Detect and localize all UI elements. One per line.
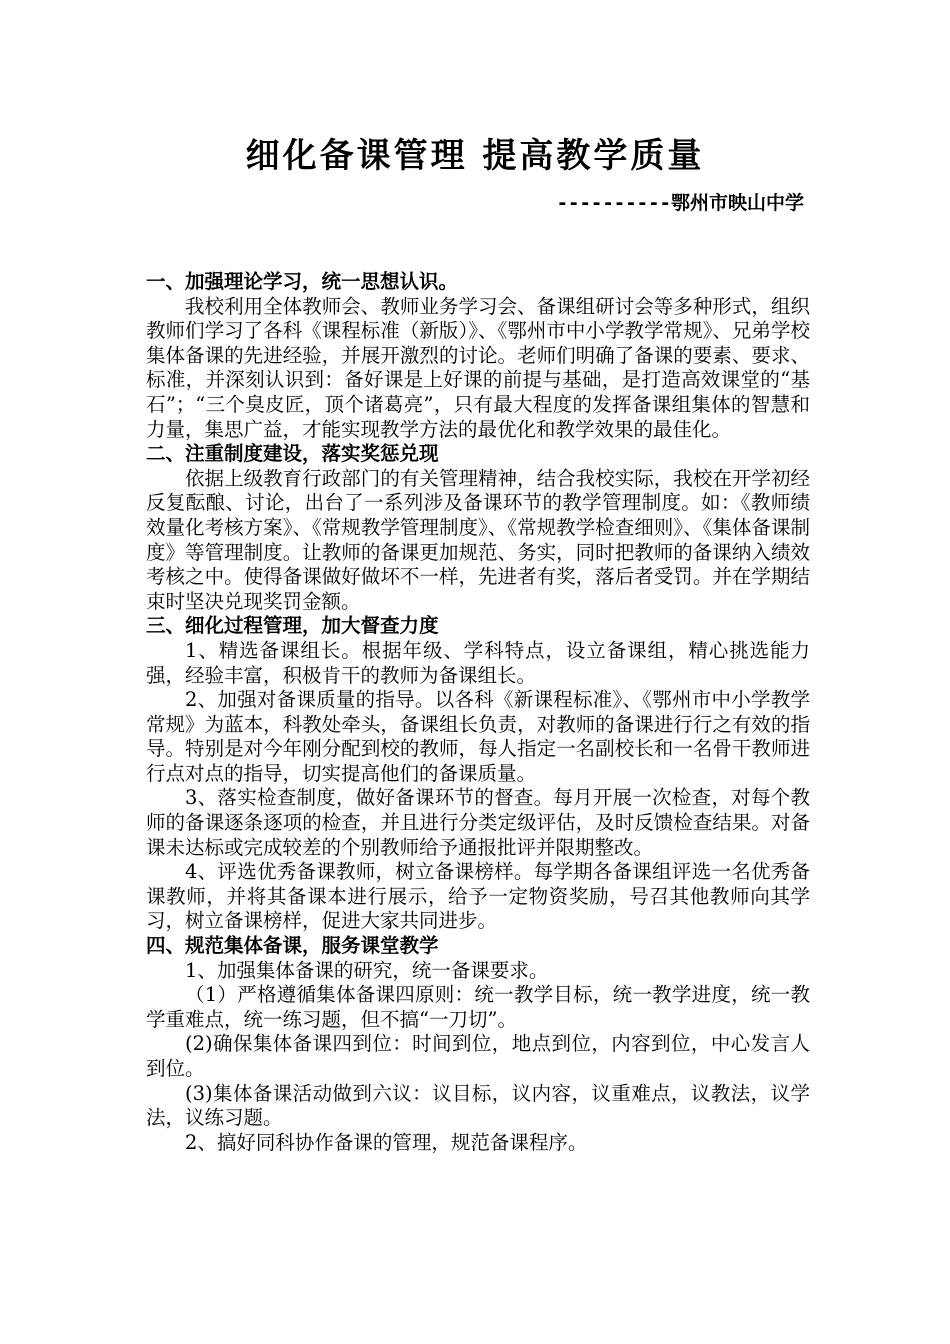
section-heading: 二、注重制度建设，落实奖惩兑现: [146, 442, 439, 466]
section-3: [146, 614, 810, 934]
byline: ----------鄂州市映山中学: [556, 192, 804, 214]
section-heading: 三、细化过程管理，加大督查力度: [146, 614, 439, 638]
paragraph: 3、落实检查制度，做好备课环节的督查。每月开展一次检查，对每个教师的备课逐条逐项的检查，并且进行分类定级评估，及时反馈检查结果。对备课未达标或完成较差的个别教师给予通报批评并限期整改。: [146, 786, 810, 859]
paragraph: 依据上级教育行政部门的有关管理精神，结合我校实际，我校在开学初经反复酝酿、讨论，出台了一系列涉及备课环节的教学管理制度。如：《教师绩效量化考核方案》、《常规教学管理制度》、《常规教学检查细则》、《集体备课制度》等管理制度。让教师的备课更加规范、务实，同时把教师的备课纳入绩效考核之中。使得备课做好做坏不一样，先进者有奖，落后者受罚。并在学期结束时坚决兑现奖罚金额。: [146, 466, 810, 613]
section-4: [146, 934, 810, 1155]
document-body: [146, 270, 810, 1155]
paragraph: 我校利用全体教师会、教师业务学习会、备课组研讨会等多种形式，组织教师们学习了各科《课程标准（新版）》、《鄂州市中小学教学常规》、兄弟学校集体备课的先进经验，并展开激烈的讨论。老师们明确了备课的要素、要求、标准，并深刻认识到：备好课是上好课的前提与基础，是打造高效课堂的“基石”；“三个臭皮匠，顶个诸葛亮”，只有最大程度的发挥备课组集体的智慧和力量，集思广益，才能实现教学方法的最优化和教学效果的最佳化。: [146, 294, 810, 441]
paragraph: (2)确保集体备课四到位：时间到位，地点到位，内容到位，中心发言人到位。: [146, 1032, 810, 1080]
paragraph: (3)集体备课活动做到六议：议目标，议内容，议重难点，议教法，议学法，议练习题。: [146, 1081, 810, 1130]
page-title: 细化备课管理 提高教学质量: [245, 136, 705, 176]
paragraph: 1、精选备课组长。根据年级、学科特点，设立备课组，精心挑选能力强，经验丰富，积极肯干的教师为备课组长。: [146, 638, 810, 687]
paragraph: 1、加强集体备课的研究，统一备课要求。: [185, 958, 549, 982]
section-1: [146, 270, 810, 442]
paragraph: 2、加强对备课质量的指导。以各科《新课程标准》、《鄂州市中小学教学常规》为蓝本，科教处牵头，备课组长负责，对教师的备课进行行之有效的指导。特别是对今年刚分配到校的教师，每人指定一名副校长和一名骨干教师进行点对点的指导，切实提高他们的备课质量。: [146, 688, 810, 785]
section-2: [146, 442, 810, 614]
section-heading: 一、加强理论学习，统一思想认识。: [146, 270, 459, 293]
section-heading: 四、规范集体备课，服务课堂教学: [146, 934, 439, 958]
paragraph: 4、评选优秀备课教师，树立备课榜样。每学期各备课组评选一名优秀备课教师，并将其备课本进行展示，给予一定物资奖励，号召其他教师向其学习，树立备课榜样，促进大家共同进步。: [146, 860, 810, 933]
paragraph: 2、搞好同科协作备课的管理，规范备课程序。: [185, 1130, 588, 1154]
paragraph: （1）严格遵循集体备课四原则：统一教学目标，统一教学进度，统一教学重难点，统一练习题，但不搞“一刀切”。: [146, 983, 810, 1031]
